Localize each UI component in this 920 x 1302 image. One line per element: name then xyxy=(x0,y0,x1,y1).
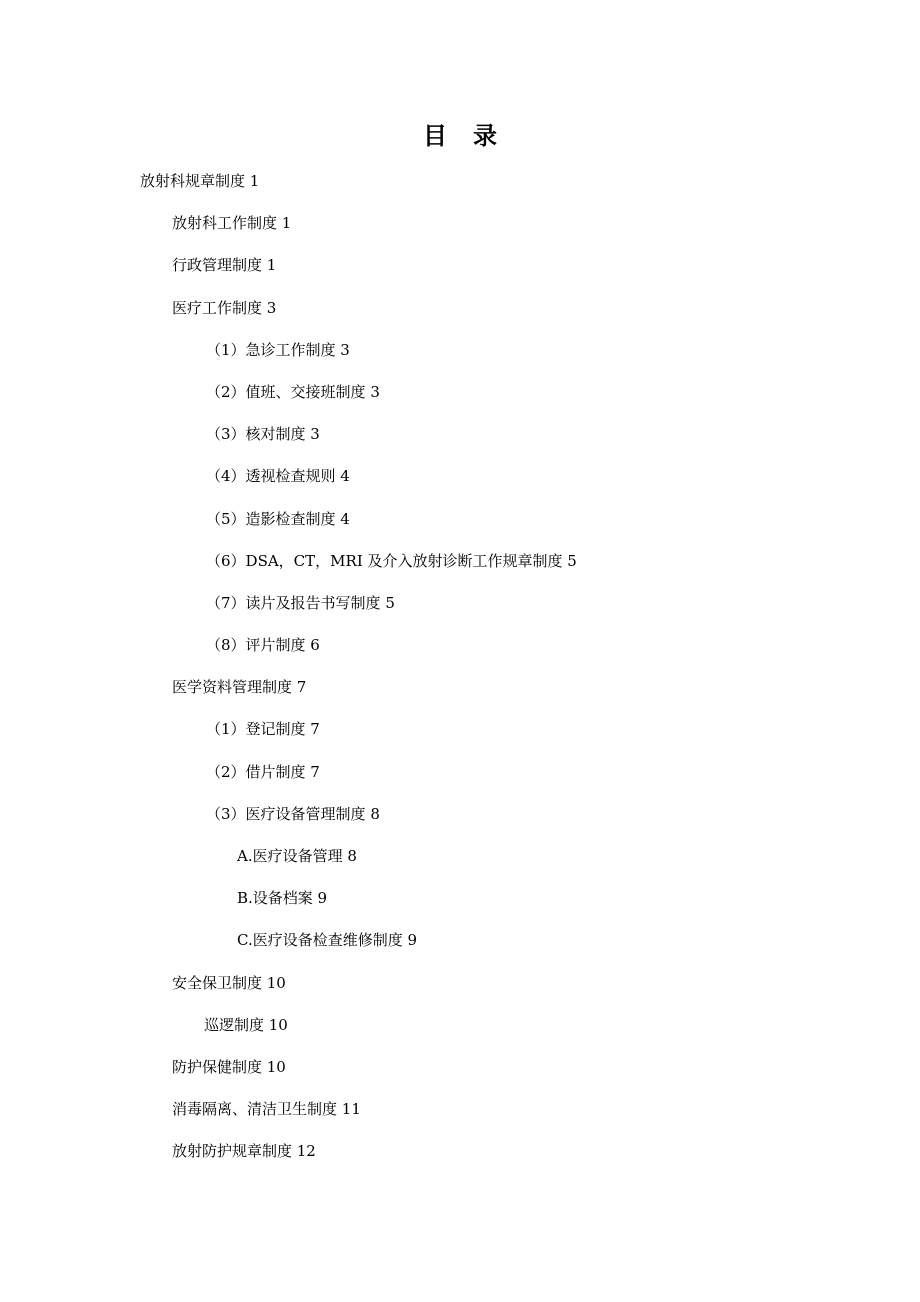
toc-entry-subsection: （3）医疗设备管理制度 8 xyxy=(206,804,380,823)
toc-entry-subsection: （5）造影检查制度 4 xyxy=(206,509,350,528)
toc-entry-subsection: （2）值班、交接班制度 3 xyxy=(206,382,380,401)
toc-entry-item: B.设备档案 9 xyxy=(237,889,328,908)
toc-entry-section: 消毒隔离、清洁卫生制度 11 xyxy=(172,1100,361,1119)
toc-entry-subsection: （2）借片制度 7 xyxy=(206,762,320,781)
toc-entry-section: 医学资料管理制度 7 xyxy=(172,678,307,697)
toc-entry-item: A.医疗设备管理 8 xyxy=(237,847,357,865)
toc-entry-section: 放射科工作制度 1 xyxy=(172,214,292,233)
toc-entry-item: C.医疗设备检查维修制度 9 xyxy=(237,931,418,950)
toc-entry-subsection: （8）评片制度 6 xyxy=(206,636,320,655)
toc-entry-subsection: （7）读片及报告书写制度 5 xyxy=(206,593,395,612)
toc-title xyxy=(0,118,920,154)
toc-entry-subsection: 巡逻制度 10 xyxy=(204,1015,288,1034)
toc-entry-subsection: （3）核对制度 3 xyxy=(206,425,320,444)
toc-entry-chapter: 放射科规章制度 1 xyxy=(140,172,260,190)
toc-entry-section: 放射防护规章制度 12 xyxy=(172,1142,316,1161)
toc-entry-subsection: （4）透视检查规则 4 xyxy=(206,467,350,486)
toc-entry-section: 防护保健制度 10 xyxy=(172,1057,286,1076)
toc-entry-section: 行政管理制度 1 xyxy=(172,256,277,275)
toc-entry-subsection: （6）DSA，CT，MRI 及介入放射诊断工作规章制度 5 xyxy=(206,551,577,570)
toc-title-char-1: 目 xyxy=(423,121,447,150)
toc-entry-subsection: （1）急诊工作制度 3 xyxy=(206,340,350,359)
toc-title-char-2: 录 xyxy=(473,121,497,150)
toc-entry-subsection: （1）登记制度 7 xyxy=(206,720,320,739)
toc-list xyxy=(0,167,920,1180)
toc-entry-section: 安全保卫制度 10 xyxy=(172,973,286,992)
toc-entry-section: 医疗工作制度 3 xyxy=(172,298,277,317)
